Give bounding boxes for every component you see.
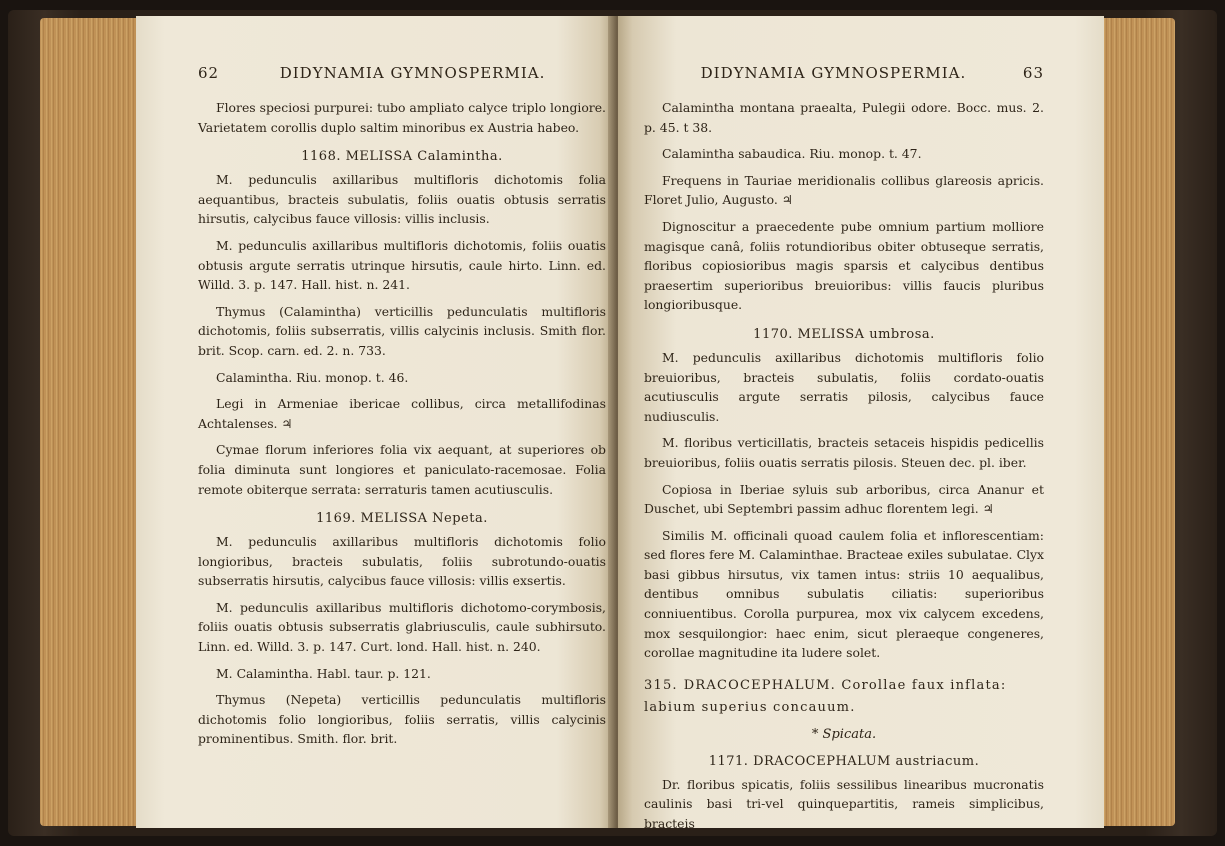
text-paragraph: M. pedunculis axillaribus dichotomis multifloris folio breuioribus, bracteis subulatis, foliis cordato-ouatis acutiusculis argute serratis pilosis, calycibus fauce nudiusculis. xyxy=(644,349,1044,424)
text-paragraph: Copiosa in Iberiae syluis sub arboribus, circa Ananur et Duschet, ubi Septembri passim adhuc florentem legi. ♃ xyxy=(644,481,1044,517)
right-page-body xyxy=(644,98,1044,834)
text-paragraph: Cymae florum inferiores folia vix aequant, at superiores ob folia diminuta sunt longiores et paniculato-racemosae. Folia remote obiterque serrata: serraturis tamen acutiusculis. xyxy=(198,442,606,497)
genus-number: 315. xyxy=(644,677,678,693)
left-page xyxy=(136,16,614,828)
text-paragraph: M. floribus verticillatis, bracteis setaceis hispidis pedicellis breuioribus, foliis ouatis serratis pilosis. Steuen dec. pl. iber. xyxy=(644,435,1044,470)
text-paragraph: Dr. floribus spicatis, foliis sessilibus linearibus mucronatis caulinis basi tri-vel quinquepartitis, rameis simplicibus, bracteis xyxy=(644,776,1044,832)
text-paragraph: Calamintha montana praealta, Pulegii odore. Bocc. mus. 2. p. 45. t 38. xyxy=(644,100,1044,135)
page-edges-left xyxy=(40,18,140,826)
text-paragraph: Flores speciosi purpurei: tubo ampliato calyce triplo longiore. Varietatem corollis duplo saltim minoribus ex Austria habeo. xyxy=(198,100,606,135)
text-paragraph: M. pedunculis axillaribus multifloris dichotomis folia aequantibus, bracteis subulatis, foliis ouatis obtusis serratis hirsutis, calycibus fauce villosis: villis inclusis. xyxy=(198,172,606,227)
text-paragraph: Thymus (Calamintha) verticillis pedunculatis multifloris dichotomis, foliis subserratis, villis calycinis inclusis. Smith flor. brit. Scop. carn. ed. 2. n. 733. xyxy=(198,303,606,358)
right-page xyxy=(618,16,1104,832)
text-paragraph: Frequens in Tauriae meridionalis collibus glareosis apricis. Floret Julio, Augusto. ♃ xyxy=(644,172,1044,208)
genus-text: DRACOCEPHALUM. Corollae faux inflata: labium superius concauum. xyxy=(644,677,1007,715)
species-heading: 1170. MELISSA umbrosa. xyxy=(753,326,935,342)
text-paragraph: Thymus (Nepeta) verticillis pedunculatis multifloris dichotomis folio longioribus, foliis serratis, villis calycinis prominentibus. Smith. flor. brit. xyxy=(198,692,606,747)
text-paragraph: Calamintha. Riu. monop. t. 46. xyxy=(216,369,409,385)
right-running-title: DIDYNAMIA GYMNOSPERMIA. xyxy=(700,64,967,82)
text-paragraph: Legi in Armeniae ibericae collibus, circa metallifodinas Achtalenses. ♃ xyxy=(198,396,606,431)
left-page-number: 62 xyxy=(198,64,220,82)
text-paragraph: Calamintha sabaudica. Riu. monop. t. 47. xyxy=(662,146,922,162)
species-heading: 1168. MELISSA Calamintha. xyxy=(301,149,503,165)
text-paragraph: M. Calamintha. Habl. taur. p. 121. xyxy=(216,665,431,681)
right-page-number: 63 xyxy=(1022,64,1044,82)
text-paragraph: M. pedunculis axillaribus multifloris dichotomo-corymbosis, foliis ouatis obtusis subserratis glabriusculis, caule subhirsuto. Linn. ed. Willd. 3. p. 147. Curt. lond. Hall. hist. n. 240. xyxy=(198,599,606,655)
page-edges-right xyxy=(1103,18,1175,826)
right-running-head xyxy=(644,64,1044,82)
left-running-head xyxy=(198,64,606,82)
text-paragraph: Dignoscitur a praecedente pube omnium partium molliore magisque canâ, foliis rotundioribus obiter obtuseque serratis, floribus copiosioribus magis sparsis et calycibus dentibus praesertim superioribus breuioribus: villis faucis pluribus longioribusque. xyxy=(644,218,1044,313)
species-heading: 1169. MELISSA Nepeta. xyxy=(316,511,488,527)
section-heading: * Spicata. xyxy=(811,726,877,742)
text-paragraph: M. pedunculis axillaribus multifloris dichotomis, foliis ouatis obtusis argute serratis utrinque hirsutis, caule hirto. Linn. ed. Willd. 3. p. 147. Hall. hist. n. 241. xyxy=(198,237,606,293)
left-running-title: DIDYNAMIA GYMNOSPERMIA. xyxy=(279,64,546,82)
genus-heading xyxy=(644,675,1044,719)
text-paragraph: Similis M. officinali quoad caulem folia et inflorescentiam: sed flores fere M. Calaminthae. Bracteae exiles subulatae. Clyx basi gibbus hirsutus, vix tamen intus: striis 10 aequalibus, dentibus omnibus subulatis ciliatis: superioribus conniuentibus. Corolla purpurea, mox vix calycem excedens, mox sesquilongior: haec enim, sicut pleraeque congeneres, corollae magnitudine ita ludere solet. xyxy=(644,527,1044,661)
left-page-body xyxy=(198,98,606,749)
species-heading: 1171. DRACOCEPHALUM austriacum. xyxy=(708,753,980,769)
text-paragraph: M. pedunculis axillaribus multifloris dichotomis folio longioribus, bracteis subulatis, foliis subrotundo-ouatis subserratis hirsutis, calycibus fauce villosis: villis exsertis. xyxy=(198,534,606,589)
